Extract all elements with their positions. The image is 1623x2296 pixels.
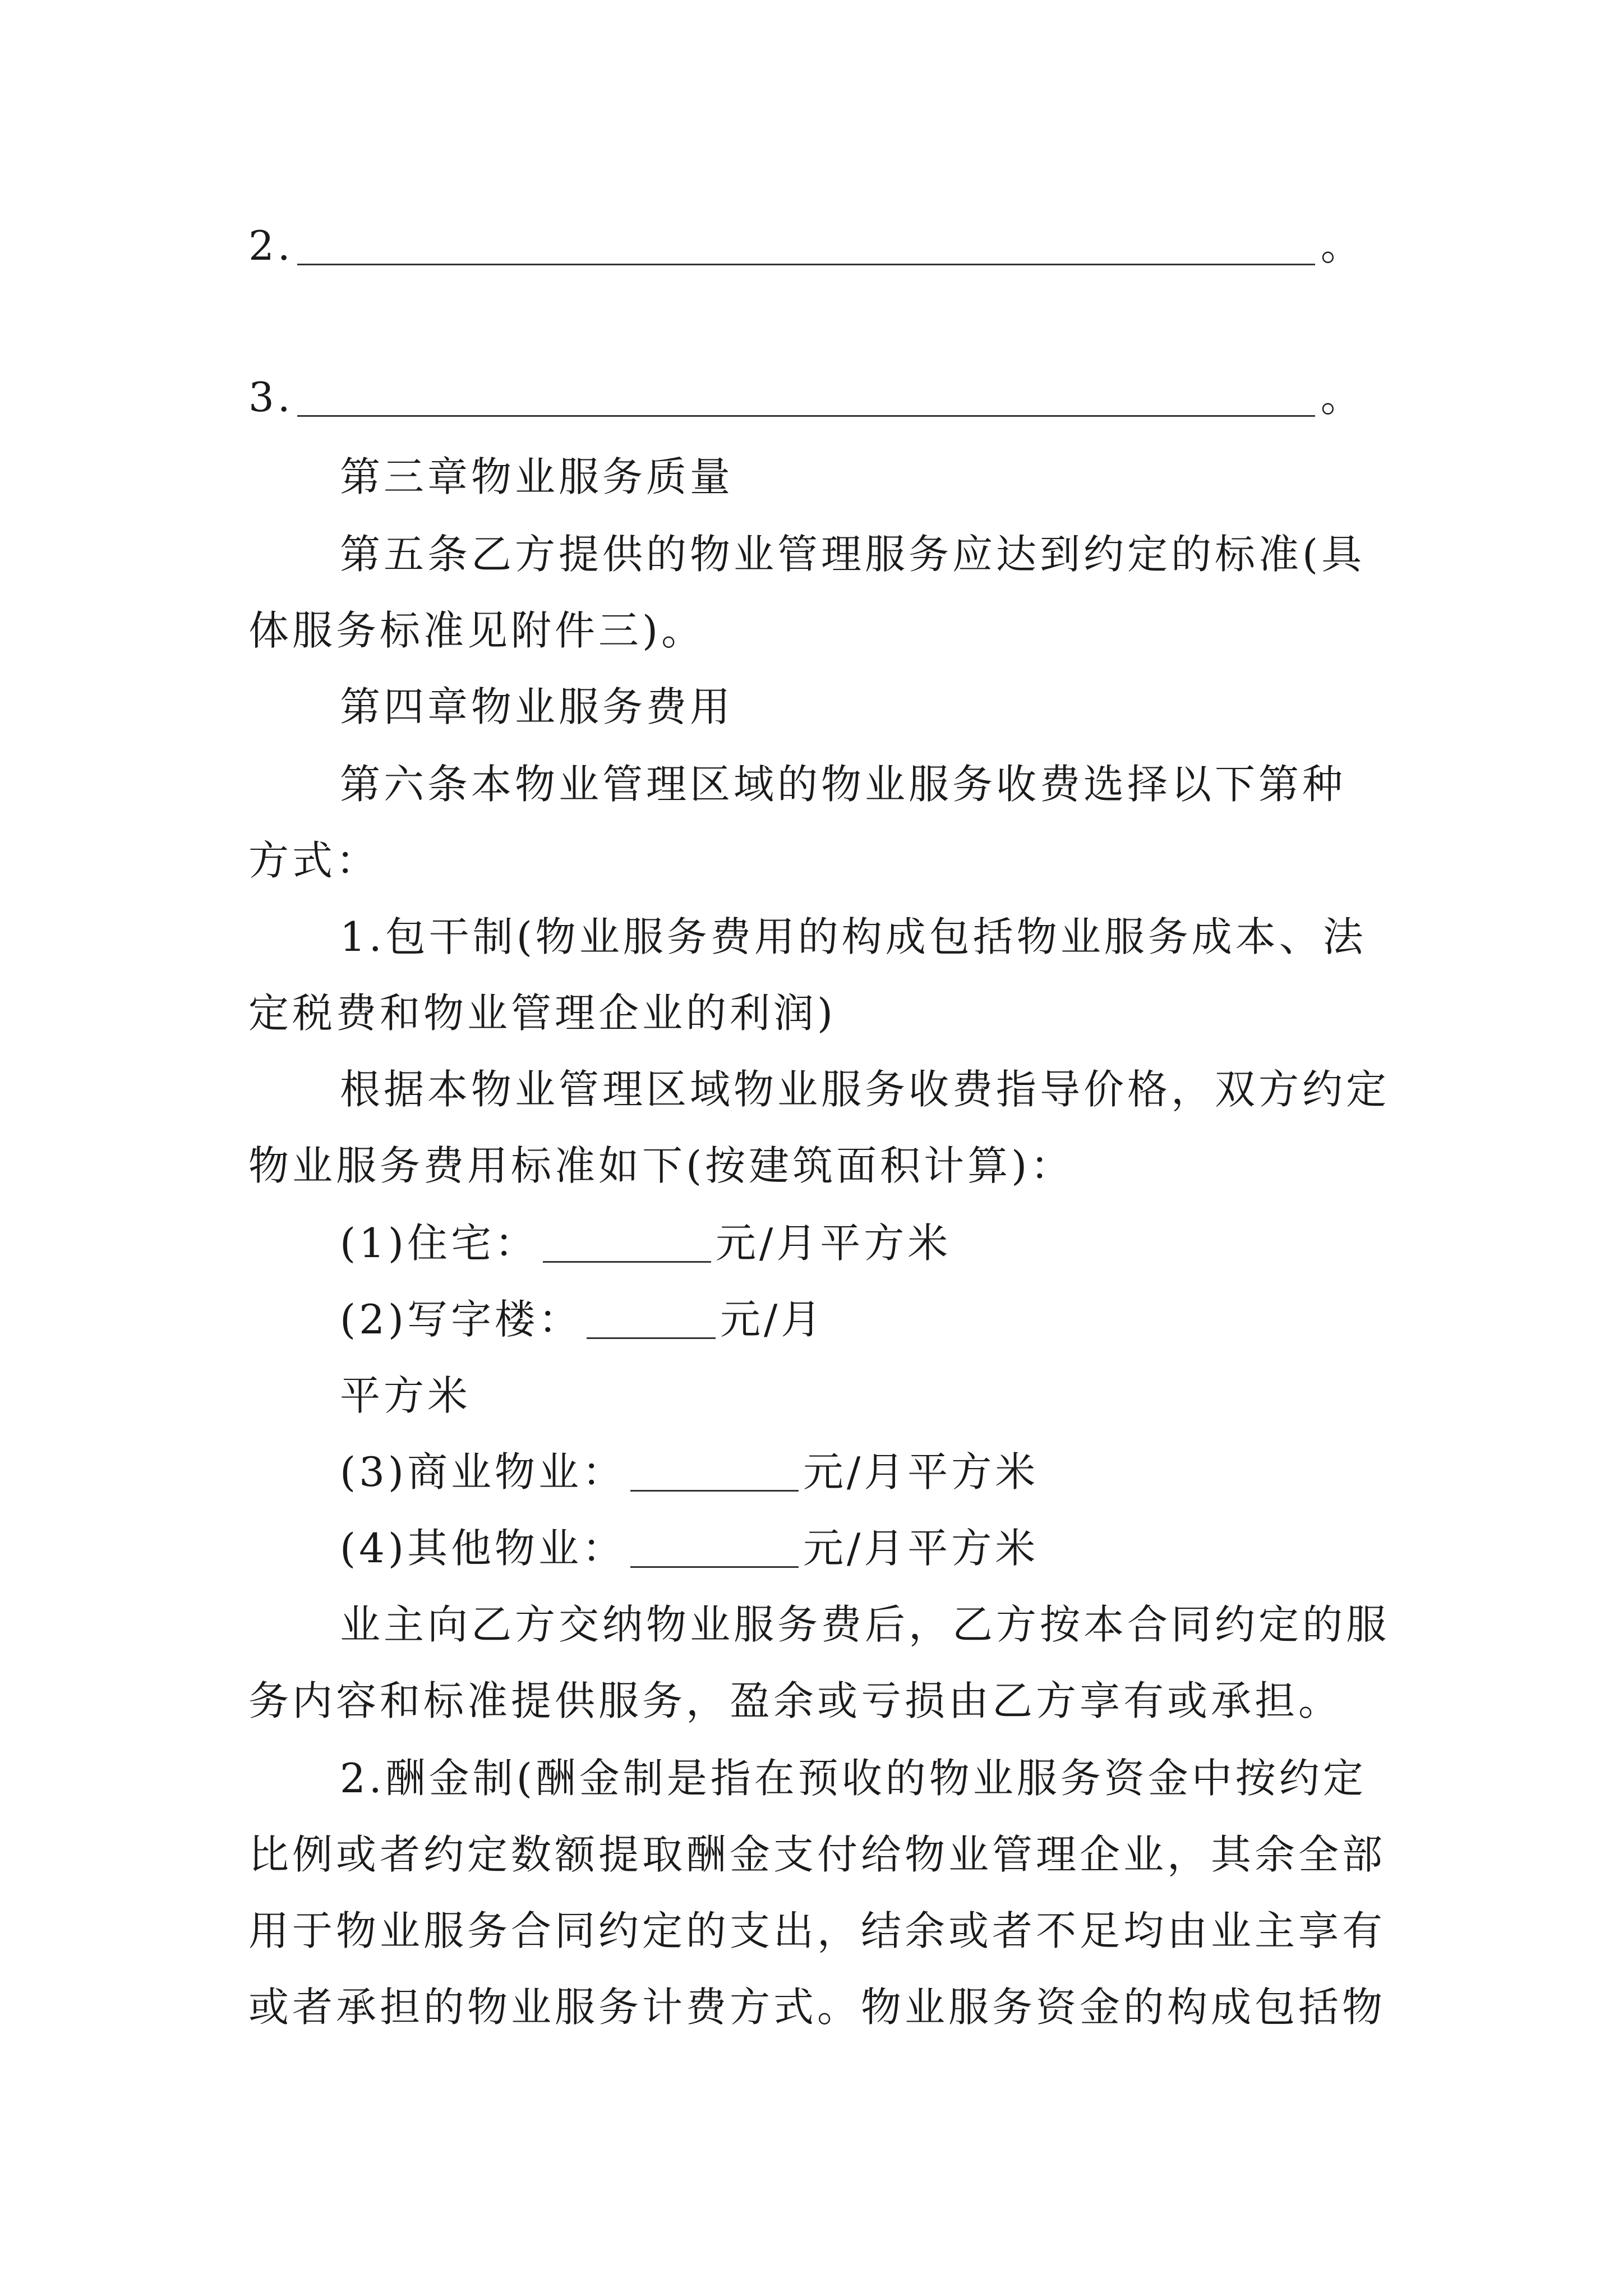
option-2-line-3: 用于物业服务合同约定的支出，结余或者不足均由业主享有 — [248, 1907, 1386, 1954]
list-end-mark: 。 — [1320, 374, 1364, 421]
owner-payment-line-1: 业主向乙方交纳物业服务费后，乙方按本合同约定的服 — [340, 1601, 1390, 1648]
fee-label: (1)住宅： — [340, 1220, 538, 1267]
option-1-line-1: 1.包干制(物业服务费用的构成包括物业服务成本、法 — [340, 913, 1367, 960]
article-5-line-2: 体服务标准见附件三)。 — [248, 607, 706, 654]
fill-in-blank — [587, 1297, 716, 1339]
pricing-line-1: 根据本物业管理区域物业服务收费指导价格，双方约定 — [340, 1066, 1390, 1113]
list-item-3 — [248, 369, 1364, 425]
fill-in-blank — [297, 375, 1315, 417]
pricing-line-2: 物业服务费用标准如下(按建筑面积计算)： — [248, 1142, 1075, 1189]
option-1-line-2: 定税费和物业管理企业的利润) — [248, 990, 837, 1037]
chapter-3-title: 第三章物业服务质量 — [340, 453, 734, 500]
article-5-line-1: 第五条乙方提供的物业管理服务应达到约定的标准(具 — [340, 531, 1366, 578]
article-6-line-1: 第六条本物业管理区域的物业服务收费选择以下第种 — [340, 761, 1347, 808]
list-number: 2. — [248, 222, 294, 269]
fee-unit: 元/月 — [720, 1296, 825, 1343]
fee-office-continued: 平方米 — [340, 1372, 472, 1419]
owner-payment-line-2: 务内容和标准提供服务，盈余或亏损由乙方享有或承担。 — [248, 1677, 1343, 1724]
fill-in-blank — [630, 1450, 799, 1492]
fee-label: (4)其他物业： — [340, 1525, 626, 1572]
fee-residential — [340, 1215, 951, 1271]
list-end-mark: 。 — [1320, 222, 1364, 269]
fee-unit: 元/月平方米 — [716, 1220, 952, 1267]
fee-unit: 元/月平方米 — [803, 1448, 1039, 1496]
fill-in-blank — [543, 1221, 711, 1263]
fill-in-blank — [297, 223, 1315, 265]
option-2-line-4: 或者承担的物业服务计费方式。物业服务资金的构成包括物 — [248, 1984, 1386, 2031]
fee-commercial — [340, 1444, 1039, 1500]
fee-office — [340, 1291, 824, 1347]
article-6-line-2: 方式： — [248, 837, 380, 884]
list-number: 3. — [248, 374, 294, 421]
fee-label: (3)商业物业： — [340, 1448, 626, 1496]
fee-unit: 元/月平方米 — [803, 1525, 1039, 1572]
chapter-4-title: 第四章物业服务费用 — [340, 683, 734, 730]
fee-label: (2)写字楼： — [340, 1296, 582, 1343]
fill-in-blank — [630, 1526, 799, 1568]
option-2-line-2: 比例或者约定数额提取酬金支付给物业管理企业，其余全部 — [248, 1831, 1386, 1878]
list-item-2 — [248, 218, 1364, 274]
fee-other — [340, 1520, 1039, 1576]
option-2-line-1: 2.酬金制(酬金制是指在预收的物业服务资金中按约定 — [340, 1755, 1367, 1802]
